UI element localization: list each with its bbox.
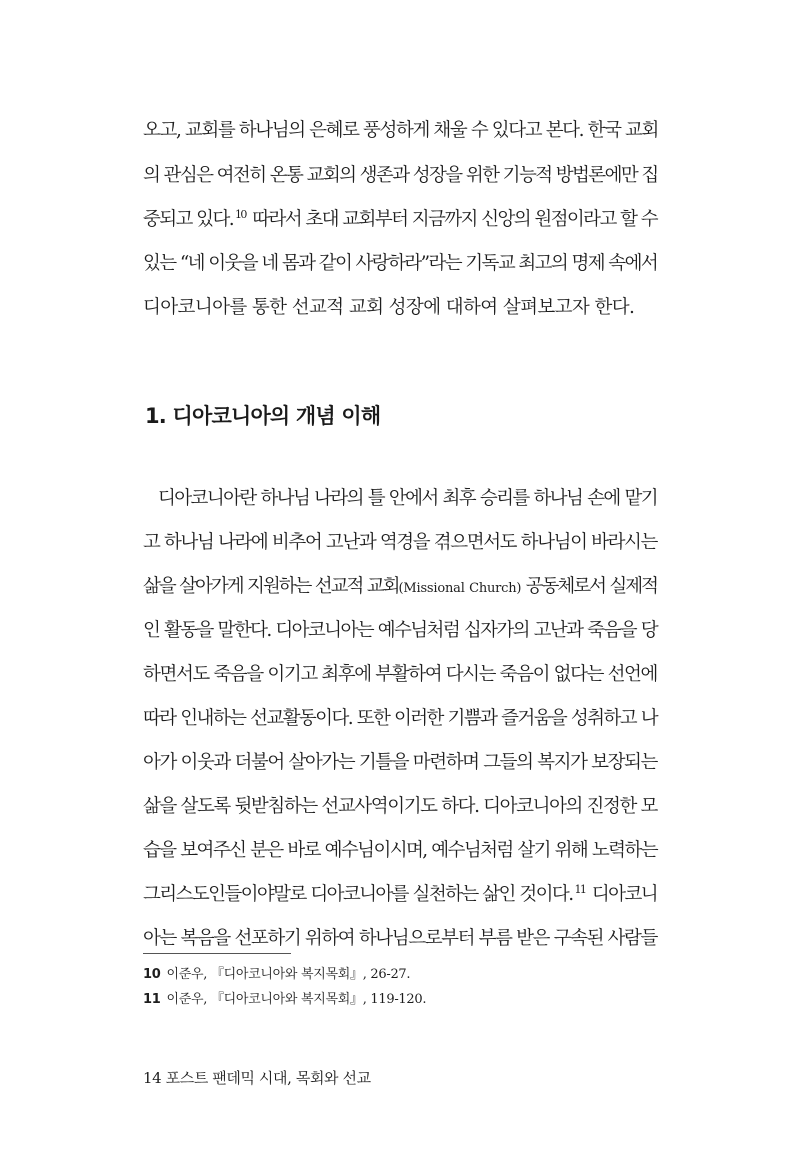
footnote-number: 10 [143,967,161,982]
paragraph-2-line-6: 따라 인내하는 선교활동이다. 또한 이러한 기쁨과 즐거움을 성취하고 나 [143,708,657,729]
page-footer: 14 포스트 팬데믹 시대, 목회와 선교 [143,1069,371,1087]
footnote-ref-10[interactable]: 10 [235,208,246,221]
paragraph-1-line-4: 있는 “네 이웃을 네 몸과 같이 사랑하라”라는 기독교 최고의 명제 속에서 [143,253,658,274]
paragraph-2-line-11: 아는 복음을 선포하기 위하여 하나님으로부터 부름 받은 구속된 사람들 [143,928,657,949]
paragraph-2-line-7: 아가 이웃과 더불어 살아가는 기틀을 마련하며 그들의 복지가 보장되는 [143,752,657,773]
footnote-text: 이준우, 『디아코니아와 복지목회』, 119-120. [166,992,427,1007]
section-heading: 1. 디아코니아의 개념 이해 [145,404,381,428]
paragraph-2-line-5: 하면서도 죽음을 이기고 최후에 부활하여 다시는 죽음이 없다는 선언에 [143,664,657,685]
paragraph-2-line-2: 고 하나님 나라에 비추어 고난과 역경을 겪으면서도 하나님이 바라시는 [143,532,657,553]
english-term: (Missional Church) [398,581,522,596]
footnote-separator [143,953,291,954]
paragraph-2-line-1: 디아코니아란 하나님 나라의 틀 안에서 최후 승리를 하나님 손에 맡기 [158,488,657,509]
footnote-10 [143,963,410,982]
footnote-ref-11[interactable]: 11 [574,883,586,896]
footnote-number: 11 [143,992,161,1007]
paragraph-2-line-9: 습을 보여주신 분은 바로 예수님이시며, 예수님처럼 살기 위해 노력하는 [143,840,657,861]
paragraph-1-line-2: 의 관심은 여전히 온통 교회의 생존과 성장을 위한 기능적 방법론에만 집 [143,165,658,186]
footnote-11 [143,988,426,1007]
paragraph-1-line-1: 오고, 교회를 하나님의 은혜로 풍성하게 채울 수 있다고 본다. 한국 교회 [143,120,658,141]
paragraph-2-line-4: 인 활동을 말한다. 디아코니아는 예수님처럼 십자가의 고난과 죽음을 당 [143,620,657,641]
paragraph-2-line-10: 그리스도인들이야말로 디아코니아를 실천하는 삶인 것이다. $^{11}$ 디아코니 [143,883,657,905]
footnote-text: 이준우, 『디아코니아와 복지목회』, 26-27. [166,967,411,982]
paragraph-2-line-3: 삶을 살아가게 지원하는 선교적 교회(Missional Church) 공동체로서 실제적 [143,576,658,597]
paragraph-1-line-3: 중되고 있다. $^{10}$ 따라서 초대 교회부터 지금까지 신앙의 원점이라고 할 수 [143,208,658,230]
paragraph-1-line-5: 디아코니아를 통한 선교적 교회 성장에 대하여 살펴보고자 한다. [143,297,635,318]
paragraph-2-line-8: 삶을 살도록 뒷받침하는 선교사역이기도 하다. 디아코니아의 진정한 모 [143,796,657,817]
